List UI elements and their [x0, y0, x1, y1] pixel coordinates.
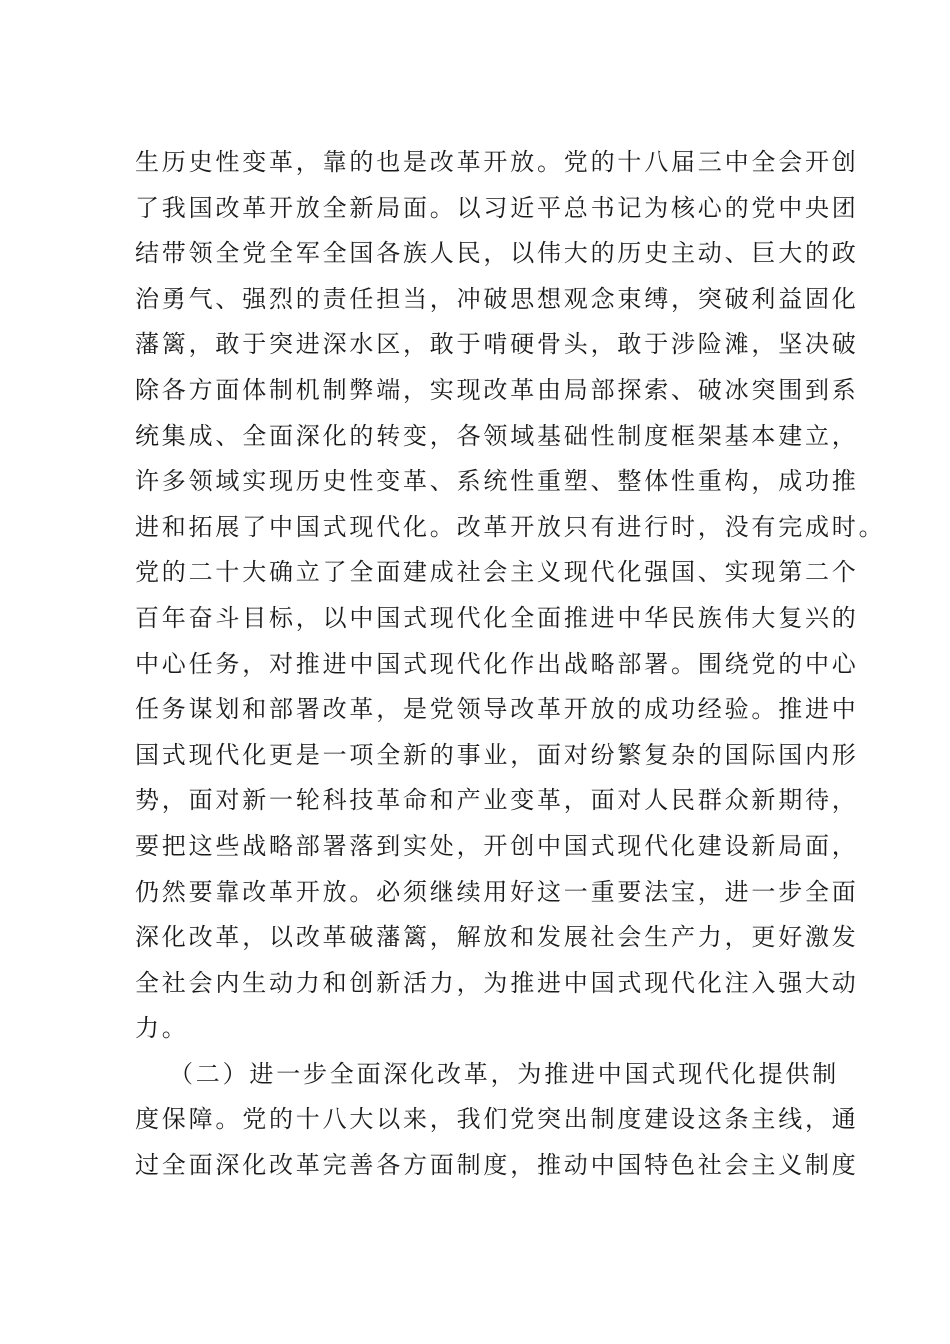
body-line: 除各方面体制机制弊端，实现改革由局部探索、破冰突围到系 [135, 375, 859, 404]
body-line: 全社会内生动力和创新活力，为推进中国式现代化注入强大动 [135, 968, 859, 997]
body-line: 藩篱，敢于突进深水区，敢于啃硬骨头，敢于涉险滩，坚决破 [135, 330, 859, 359]
body-line: 任务谋划和部署改革，是党领导改革开放的成功经验。推进中 [135, 695, 859, 724]
body-line: 党的二十大确立了全面建成社会主义现代化强国、实现第二个 [135, 558, 859, 587]
body-line: 要把这些战略部署落到实处，开创中国式现代化建设新局面， [135, 831, 859, 860]
body-line: 国式现代化更是一项全新的事业，面对纷繁复杂的国际国内形 [135, 740, 859, 769]
document-body [135, 140, 886, 1189]
body-line: 生历史性变革，靠的也是改革开放。党的十八届三中全会开创 [135, 148, 859, 176]
section-heading-line: （二）进一步全面深化改革，为推进中国式现代化提供制 [169, 1059, 839, 1088]
body-line: 统集成、全面深化的转变，各领域基础性制度框架基本建立， [135, 421, 859, 450]
body-line: 仍然要靠改革开放。必须继续用好这一重要法宝，进一步全面 [135, 877, 859, 906]
body-line: 力。 [135, 1014, 189, 1043]
body-line: 结带领全党全军全国各族人民，以伟大的历史主动、巨大的政 [135, 239, 859, 268]
body-line: 度保障。党的十八大以来，我们党突出制度建设这条主线，通 [135, 1105, 859, 1134]
body-line: 了我国改革开放全新局面。以习近平总书记为核心的党中央团 [135, 193, 859, 222]
body-line: 深化改革，以改革破藩篱，解放和发展社会生产力，更好激发 [135, 923, 859, 952]
body-line: 进和拓展了中国式现代化。改革开放只有进行时，没有完成时。 [135, 512, 886, 541]
body-line: 过全面深化改革完善各方面制度，推动中国特色社会主义制度 [135, 1151, 859, 1180]
body-line: 百年奋斗目标，以中国式现代化全面推进中华民族伟大复兴的 [135, 603, 859, 632]
body-line: 势，面对新一轮科技革命和产业变革，面对人民群众新期待， [135, 786, 859, 815]
body-line: 治勇气、强烈的责任担当，冲破思想观念束缚，突破利益固化 [135, 284, 859, 313]
body-line: 中心任务，对推进中国式现代化作出战略部署。围绕党的中心 [135, 649, 859, 678]
body-line: 许多领域实现历史性变革、系统性重塑、整体性重构，成功推 [135, 467, 859, 496]
